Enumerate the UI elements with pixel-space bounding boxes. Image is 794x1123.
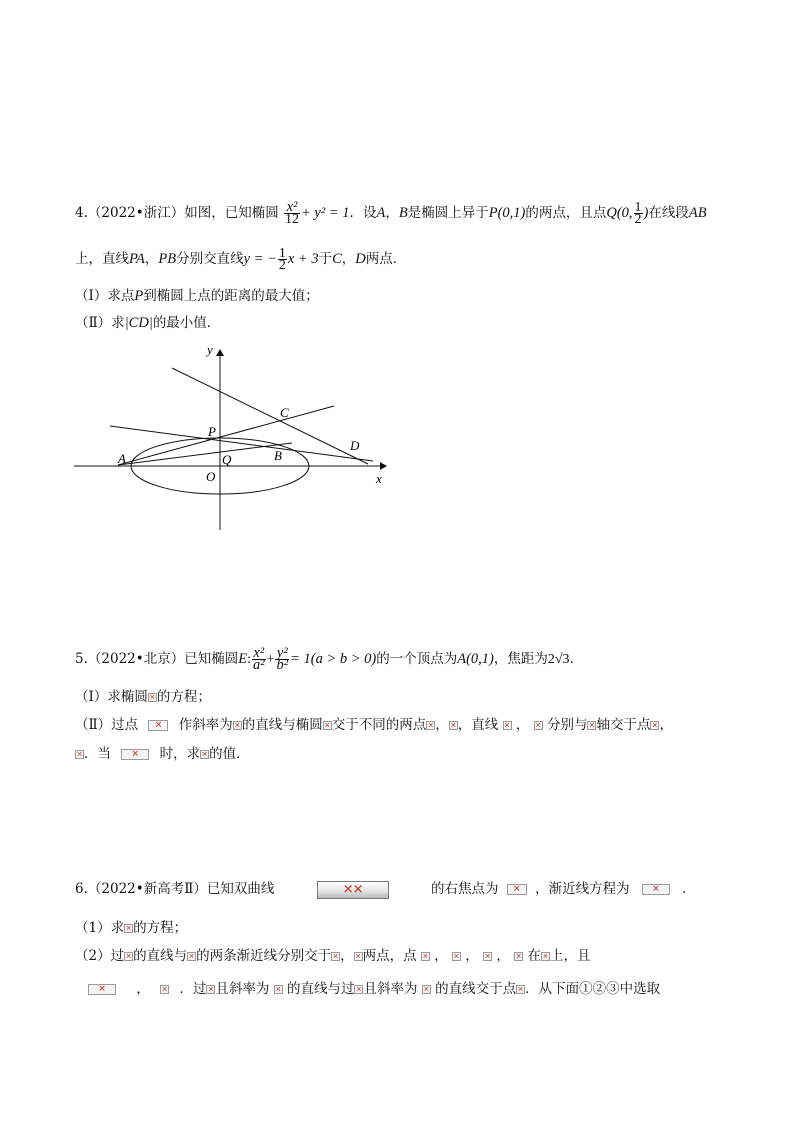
broken-image-icon: ✕ [161,985,168,993]
label-c: C [280,405,289,420]
ellipse-fraction: $\frac{\text{x²}}{12}$ [285,199,300,227]
q4-source: （2022•浙江） [87,205,185,221]
broken-image-icon: ✕ [88,984,116,995]
broken-image-icon: ✕ [515,952,522,960]
label-b: B [274,448,282,463]
q4-text: 如图，已知椭圆 [184,205,279,221]
broken-image-icon: ✕ [125,952,132,960]
broken-image-icon: ✕ [148,720,168,731]
label-a: A [118,451,126,466]
q5-number: 5 [75,651,84,667]
broken-image-icon: ✕ [504,721,511,729]
label-o: O [206,469,216,484]
broken-image-icon: ✕✕ [317,881,389,899]
broken-image-icon: ✕ [484,952,491,960]
q4-line-2: 上，直线PA，PB分别交直线y = − $\frac{1}{2}$ x + 3于C，D两点． [75,246,407,273]
broken-image-icon: ✕ [535,721,542,729]
broken-image-icon: ✕ [332,952,339,960]
label-x: x [376,471,382,486]
q6-source: （2022•新高考Ⅱ） [87,881,207,897]
q4-part-2: （Ⅱ）求|CD|的最小值． [75,315,221,331]
label-p: P [208,424,216,439]
q4-part-1: （Ⅰ）求点P到椭圆上点的距离的最大值； [75,288,319,304]
q4-number: 4 [75,205,84,221]
broken-image-icon: ✕ [453,952,460,960]
q6-part-2: （2）过 ✕ 的直线与 ✕ 的两条渐近线分别交于 ✕ ， ✕ 两点，点 ✕ ， ✕ ， ✕ ， ✕ 在 ✕ 上，且 [75,948,591,964]
point-p: P(0,1) [488,205,526,221]
q5-part-3: ✕ ．当 ✕ 时，求 ✕ 的值． [76,746,250,762]
point-q: Q(0, [606,205,633,221]
broken-image-icon: ✕ [121,749,149,760]
line-cd [172,368,368,464]
line-equation: y = − [243,251,277,267]
q6-number: 6 [75,881,84,897]
label-q: Q [222,452,232,467]
broken-image-icon: ✕ [355,952,362,960]
broken-image-icon: ✕ [589,721,595,729]
q4-line-1: 4.（2022•浙江）如图，已知椭圆 $\frac{\text{x²}}{12}$ + y² = 1．设A，B是椭圆上异于P(0,1)的两点，且点Q(0, $\frac{1}{2}$ )在线段AB [75,199,707,227]
broken-image-icon: ✕ [125,924,132,932]
label-d: D [350,438,360,453]
ellipse-equation: + y² = 1 [301,205,350,221]
broken-image-icon: ✕ [149,693,156,701]
broken-image-icon: ✕ [207,985,214,993]
q6-part-1: （1）求 ✕ 的方程； [75,920,188,936]
broken-image-icon: ✕ [642,884,670,895]
broken-image-icon: ✕ [517,985,524,993]
broken-image-icon: ✕ [652,721,658,729]
q5-part-2: （Ⅱ）过点 ✕ 作斜率为 ✕ 的直线与椭圆 ✕ 交于不同的两点 ✕ ， ✕ ，直线 ✕ ， ✕ 分别与 ✕ 轴交于点 ✕ ， [75,717,673,733]
broken-image-icon: ✕ [234,721,241,729]
q5-line-1: 5.（2022•北京）已知椭圆E: $\frac{\text{x²}}{\text{a²}}$ + $\frac{\text{y²}}{\text{b²}}$ = 1(a > b > 0)的一个顶点为A(0,1)，焦距为2√3． [75,645,584,673]
label-y: y [207,342,213,357]
ellipse-condition: = 1(a > b > 0) [290,651,377,667]
ellipse-figure [68,340,398,540]
broken-image-icon: ✕ [275,985,282,993]
broken-image-icon: ✕ [423,985,430,993]
broken-image-icon: ✕ [201,750,208,758]
broken-image-icon: ✕ [450,721,457,729]
q5-part-1: （Ⅰ）求椭圆 ✕ 的方程； [75,689,211,705]
broken-image-icon: ✕ [542,952,549,960]
broken-image-icon: ✕ [422,952,429,960]
q6-line-1: 6.（2022•新高考Ⅱ）已知双曲线 ✕✕ 的右焦点为 ✕ ，渐近线方程为 ✕ ． [75,881,696,897]
broken-image-icon: ✕ [507,884,527,895]
broken-image-icon: ✕ [427,721,434,729]
q6-part-3: ✕ ， ✕ ．过 ✕ 且斜率为 ✕ 的直线与过 ✕ 且斜率为 ✕ 的直线交于点 ✕ ．从下面①②③中选取 [88,979,660,999]
q5-source: （2022•北京） [87,651,185,667]
broken-image-icon: ✕ [76,750,83,758]
broken-image-icon: ✕ [356,985,362,993]
focal-distance: 2√3 [547,652,570,667]
broken-image-icon: ✕ [324,721,331,729]
broken-image-icon: ✕ [188,952,195,960]
